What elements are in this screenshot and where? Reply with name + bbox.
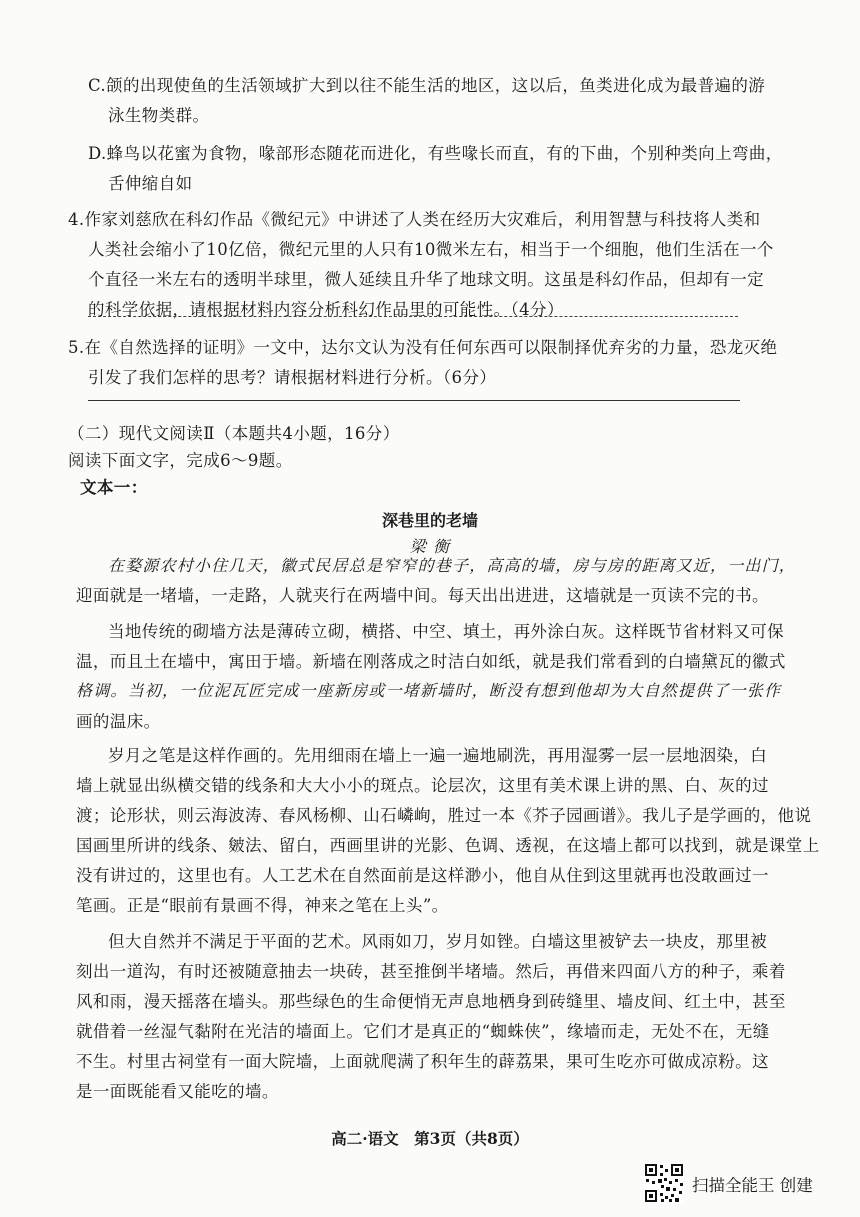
watermark-text: 扫描全能王 创建 — [692, 1176, 813, 1195]
question-4-line-4: 的科学依据，请根据材料内容分析科幻作品里的可能性。（4分） — [88, 300, 564, 319]
paragraph-3-line-6: 笔画。正是“眼前有景画不得，神来之笔在上头”。 — [76, 896, 449, 915]
question-4-line-1: 4.作家刘慈欣在科幻作品《微纪元》中讲述了人类在经历大灾难后，利用智慧与科技将人类和 — [68, 210, 761, 229]
answer-line-q5 — [88, 400, 740, 401]
section-heading: （二）现代文阅读Ⅱ（本题共4小题，16分） — [68, 424, 400, 443]
answer-line-q4 — [88, 316, 738, 317]
paragraph-3-line-4: 国画里所讲的线条、皴法、留白，西画里讲的光影、色调、透视，在这墙上都可以找到，就是课堂上 — [76, 836, 820, 855]
paragraph-4-line-4: 就借着一丝湿气黏附在光洁的墙面上。它们才是真正的“蜘蛛侠”，缘墙而走，无处不在，无缝 — [76, 1022, 770, 1041]
question-5-line-2: 引发了我们怎样的思考？请根据材料进行分析。（6分） — [88, 368, 497, 387]
question-4-line-3: 个直径一米左右的透明半球里，微人延续且升华了地球文明。这虽是科幻作品，但却有一定 — [88, 270, 764, 289]
paragraph-4-line-1: 但大自然并不满足于平面的艺术。风雨如刀，岁月如锉。白墙这里被铲去一块皮，那里被 — [108, 932, 768, 951]
paragraph-1-line-2: 迎面就是一堵墙，一走路，人就夹行在两墙中间。每天出出进进，这墙就是一页读不完的书。 — [76, 586, 769, 605]
question-4-line-2: 人类社会缩小了10亿倍，微纪元里的人只有10微米左右，相当于一个细胞，他们生活在一个 — [88, 240, 774, 259]
paragraph-4-line-6: 是一面既能看又能吃的墙。 — [76, 1082, 279, 1101]
paragraph-3-line-5: 没有讲过的，这里也有。人工艺术在自然面前是这样渺小，他自从住到这里就再也没敢画过一 — [76, 866, 769, 885]
paragraph-3-line-1: 岁月之笔是这样作画的。先用细雨在墙上一遍一遍地刷洗，再用湿雾一层一层地洇染，白 — [108, 746, 768, 765]
article-title: 深巷里的老墙 — [381, 511, 478, 530]
option-d-line-2: 舌伸缩自如 — [108, 174, 193, 193]
paragraph-2-line-1: 当地传统的砌墙方法是薄砖立砌，横搭、中空、填土，再外涂白灰。这样既节省材料又可保 — [108, 622, 784, 641]
paragraph-2-line-3: 格调。当初，一位泥瓦匠完成一座新房或一堵新墙时，断没有想到他却为大自然提供了一张作 — [76, 681, 782, 700]
paragraph-3-line-2: 墙上就显出纵横交错的线条和大大小小的斑点。论层次，这里有美术课上讲的黑、白、灰的过 — [76, 776, 769, 795]
paragraph-4-line-3: 风和雨，漫天摇落在墙头。那些绿色的生命便悄无声息地栖身到砖缝里、墙皮间、红土中，甚至 — [76, 992, 786, 1011]
article-author: 梁 衡 — [409, 537, 451, 556]
question-5-line-1: 5.在《自然选择的证明》一文中，达尔文认为没有任何东西可以限制择优弃劣的力量，恐龙灭绝 — [68, 338, 778, 357]
option-c-line-1: C.颌的出现使鱼的生活领域扩大到以往不能生活的地区，这以后，鱼类进化成为最普遍的游 — [88, 76, 766, 95]
paragraph-2-line-4: 画的温床。 — [76, 712, 161, 731]
text-one-label: 文本一： — [80, 478, 148, 497]
section-instruction: 阅读下面文字，完成6～9题。 — [68, 451, 293, 470]
paragraph-4-line-5: 不生。村里古祠堂有一面大院墙，上面就爬满了积年生的薜荔果，果可生吃亦可做成凉粉。这 — [76, 1052, 769, 1071]
paragraph-4-line-2: 刻出一道沟，有时还被随意抽去一块砖，甚至推倒半堵墙。然后，再借来四面八方的种子，乘着 — [76, 962, 786, 981]
paragraph-1-line-1: 在婺源农村小住几天，徽式民居总是窄窄的巷子，高高的墙，房与房的距离又近，一出门， — [108, 556, 797, 575]
paragraph-2-line-2: 温，而且土在墙中，寓田于墙。新墙在刚落成之时洁白如纸，就是我们常看到的白墙黛瓦的徽式 — [76, 652, 786, 671]
qr-code-icon — [644, 1163, 684, 1203]
option-c-line-2: 泳生物类群。 — [108, 106, 210, 125]
paragraph-3-line-3: 渡；论形状，则云海波涛、春风杨柳、山石嶙峋，胜过一本《芥子园画谱》。我儿子是学画的，他说 — [76, 806, 812, 825]
option-d-line-1: D.蜂鸟以花蜜为食物，喙部形态随花而进化，有些喙长而直，有的下曲，个别种类向上弯曲， — [88, 144, 783, 163]
page-footer: 高二·语文 第3页（共8页） — [331, 1129, 529, 1148]
